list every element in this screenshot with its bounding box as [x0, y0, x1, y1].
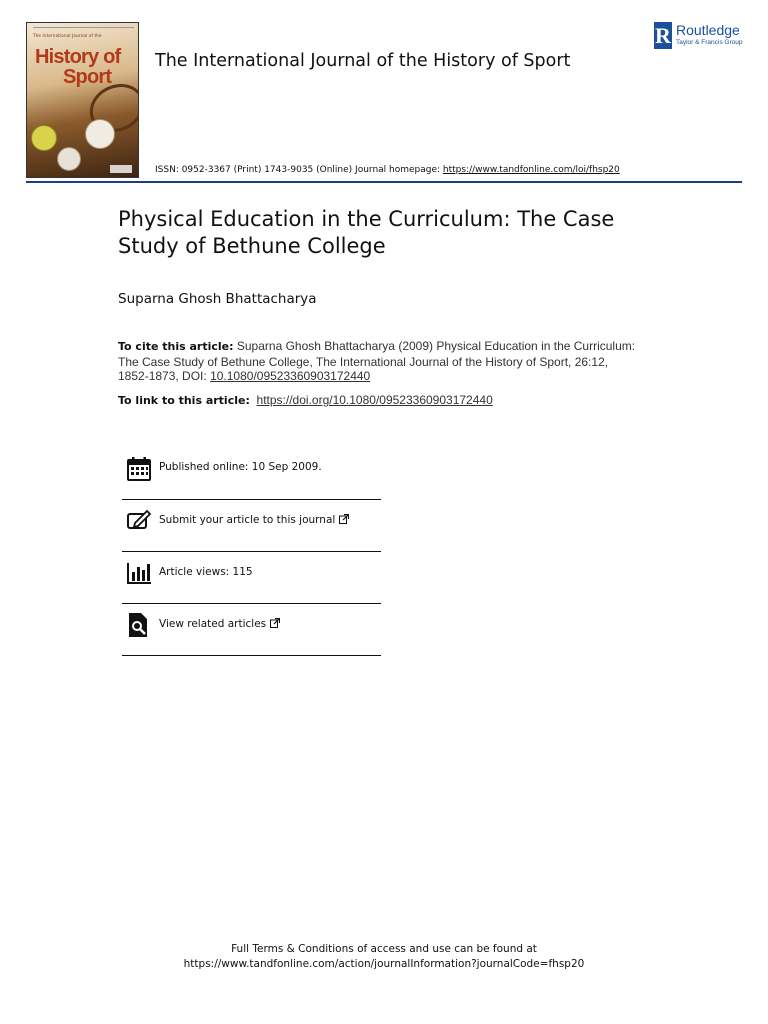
external-link-icon	[339, 514, 349, 524]
article-meta-list	[122, 447, 381, 656]
citation-text: Suparna Ghosh Bhattacharya (2009) Physical Education in the Curriculum: The Case Study of Bethune College, The International Journal of the History of Sport, 26:12, 1852-1873, DOI:	[118, 339, 636, 383]
citation-label: To cite this article:	[118, 340, 234, 353]
edit-icon	[126, 508, 152, 534]
views-row	[122, 552, 381, 604]
publisher-tagline: Taylor & Francis Group	[676, 39, 743, 46]
cover-cricket-ball	[57, 147, 81, 171]
article-views: Article views: 115	[159, 566, 253, 578]
article-author: Suparna Ghosh Bhattacharya	[118, 291, 317, 307]
submit-article-label: Submit your article to this journal	[159, 514, 336, 526]
routledge-mark-icon: R	[655, 23, 671, 48]
journal-homepage-link[interactable]: https://www.tandfonline.com/loi/fhsp20	[442, 165, 620, 175]
cover-baseball	[85, 119, 115, 149]
cover-small-header: The International Journal of the	[33, 33, 102, 38]
publisher-logo[interactable]	[654, 22, 746, 50]
cover-title-line1: History of	[35, 46, 121, 68]
article-title: Physical Education in the Curriculum: The Case Study of Bethune College	[118, 207, 615, 258]
external-link-icon	[270, 618, 280, 628]
terms-url[interactable]: https://www.tandfonline.com/action/journalInformation?journalCode=fhsp20	[183, 958, 585, 970]
issn-text: ISSN: 0952-3367 (Print) 1743-9035 (Online) Journal homepage:	[155, 165, 443, 175]
issn-line	[155, 165, 620, 175]
citation-doi-link[interactable]: 10.1080/09523360903172440	[210, 369, 371, 383]
publisher-name: Routledge	[676, 22, 740, 38]
submit-row[interactable]	[122, 500, 381, 552]
cover-top-rule	[33, 27, 134, 32]
published-row	[122, 447, 381, 500]
header-divider	[26, 181, 742, 183]
terms-text: Full Terms & Conditions of access and use can be found at	[231, 943, 537, 955]
cover-publisher-logo	[110, 165, 132, 173]
related-articles-link[interactable]	[159, 618, 280, 630]
related-articles-label: View related articles	[159, 618, 267, 630]
calendar-icon	[126, 456, 152, 482]
citation-block	[118, 339, 638, 384]
journal-title[interactable]: The International Journal of the History of Sport	[155, 51, 571, 71]
article-doi-url[interactable]: https://doi.org/10.1080/09523360903172440	[256, 393, 493, 407]
journal-cover-image	[26, 22, 139, 178]
related-row[interactable]	[122, 604, 381, 656]
submit-article-link[interactable]	[159, 514, 349, 526]
terms-footer	[0, 942, 768, 972]
bar-chart-icon	[126, 560, 152, 586]
article-link-block	[118, 393, 678, 407]
published-date: Published online: 10 Sep 2009.	[159, 461, 322, 473]
cover-tennis-ball	[31, 125, 57, 151]
cover-title-line2: Sport	[63, 66, 112, 88]
document-search-icon	[126, 612, 152, 638]
article-link-label: To link to this article:	[118, 394, 250, 407]
